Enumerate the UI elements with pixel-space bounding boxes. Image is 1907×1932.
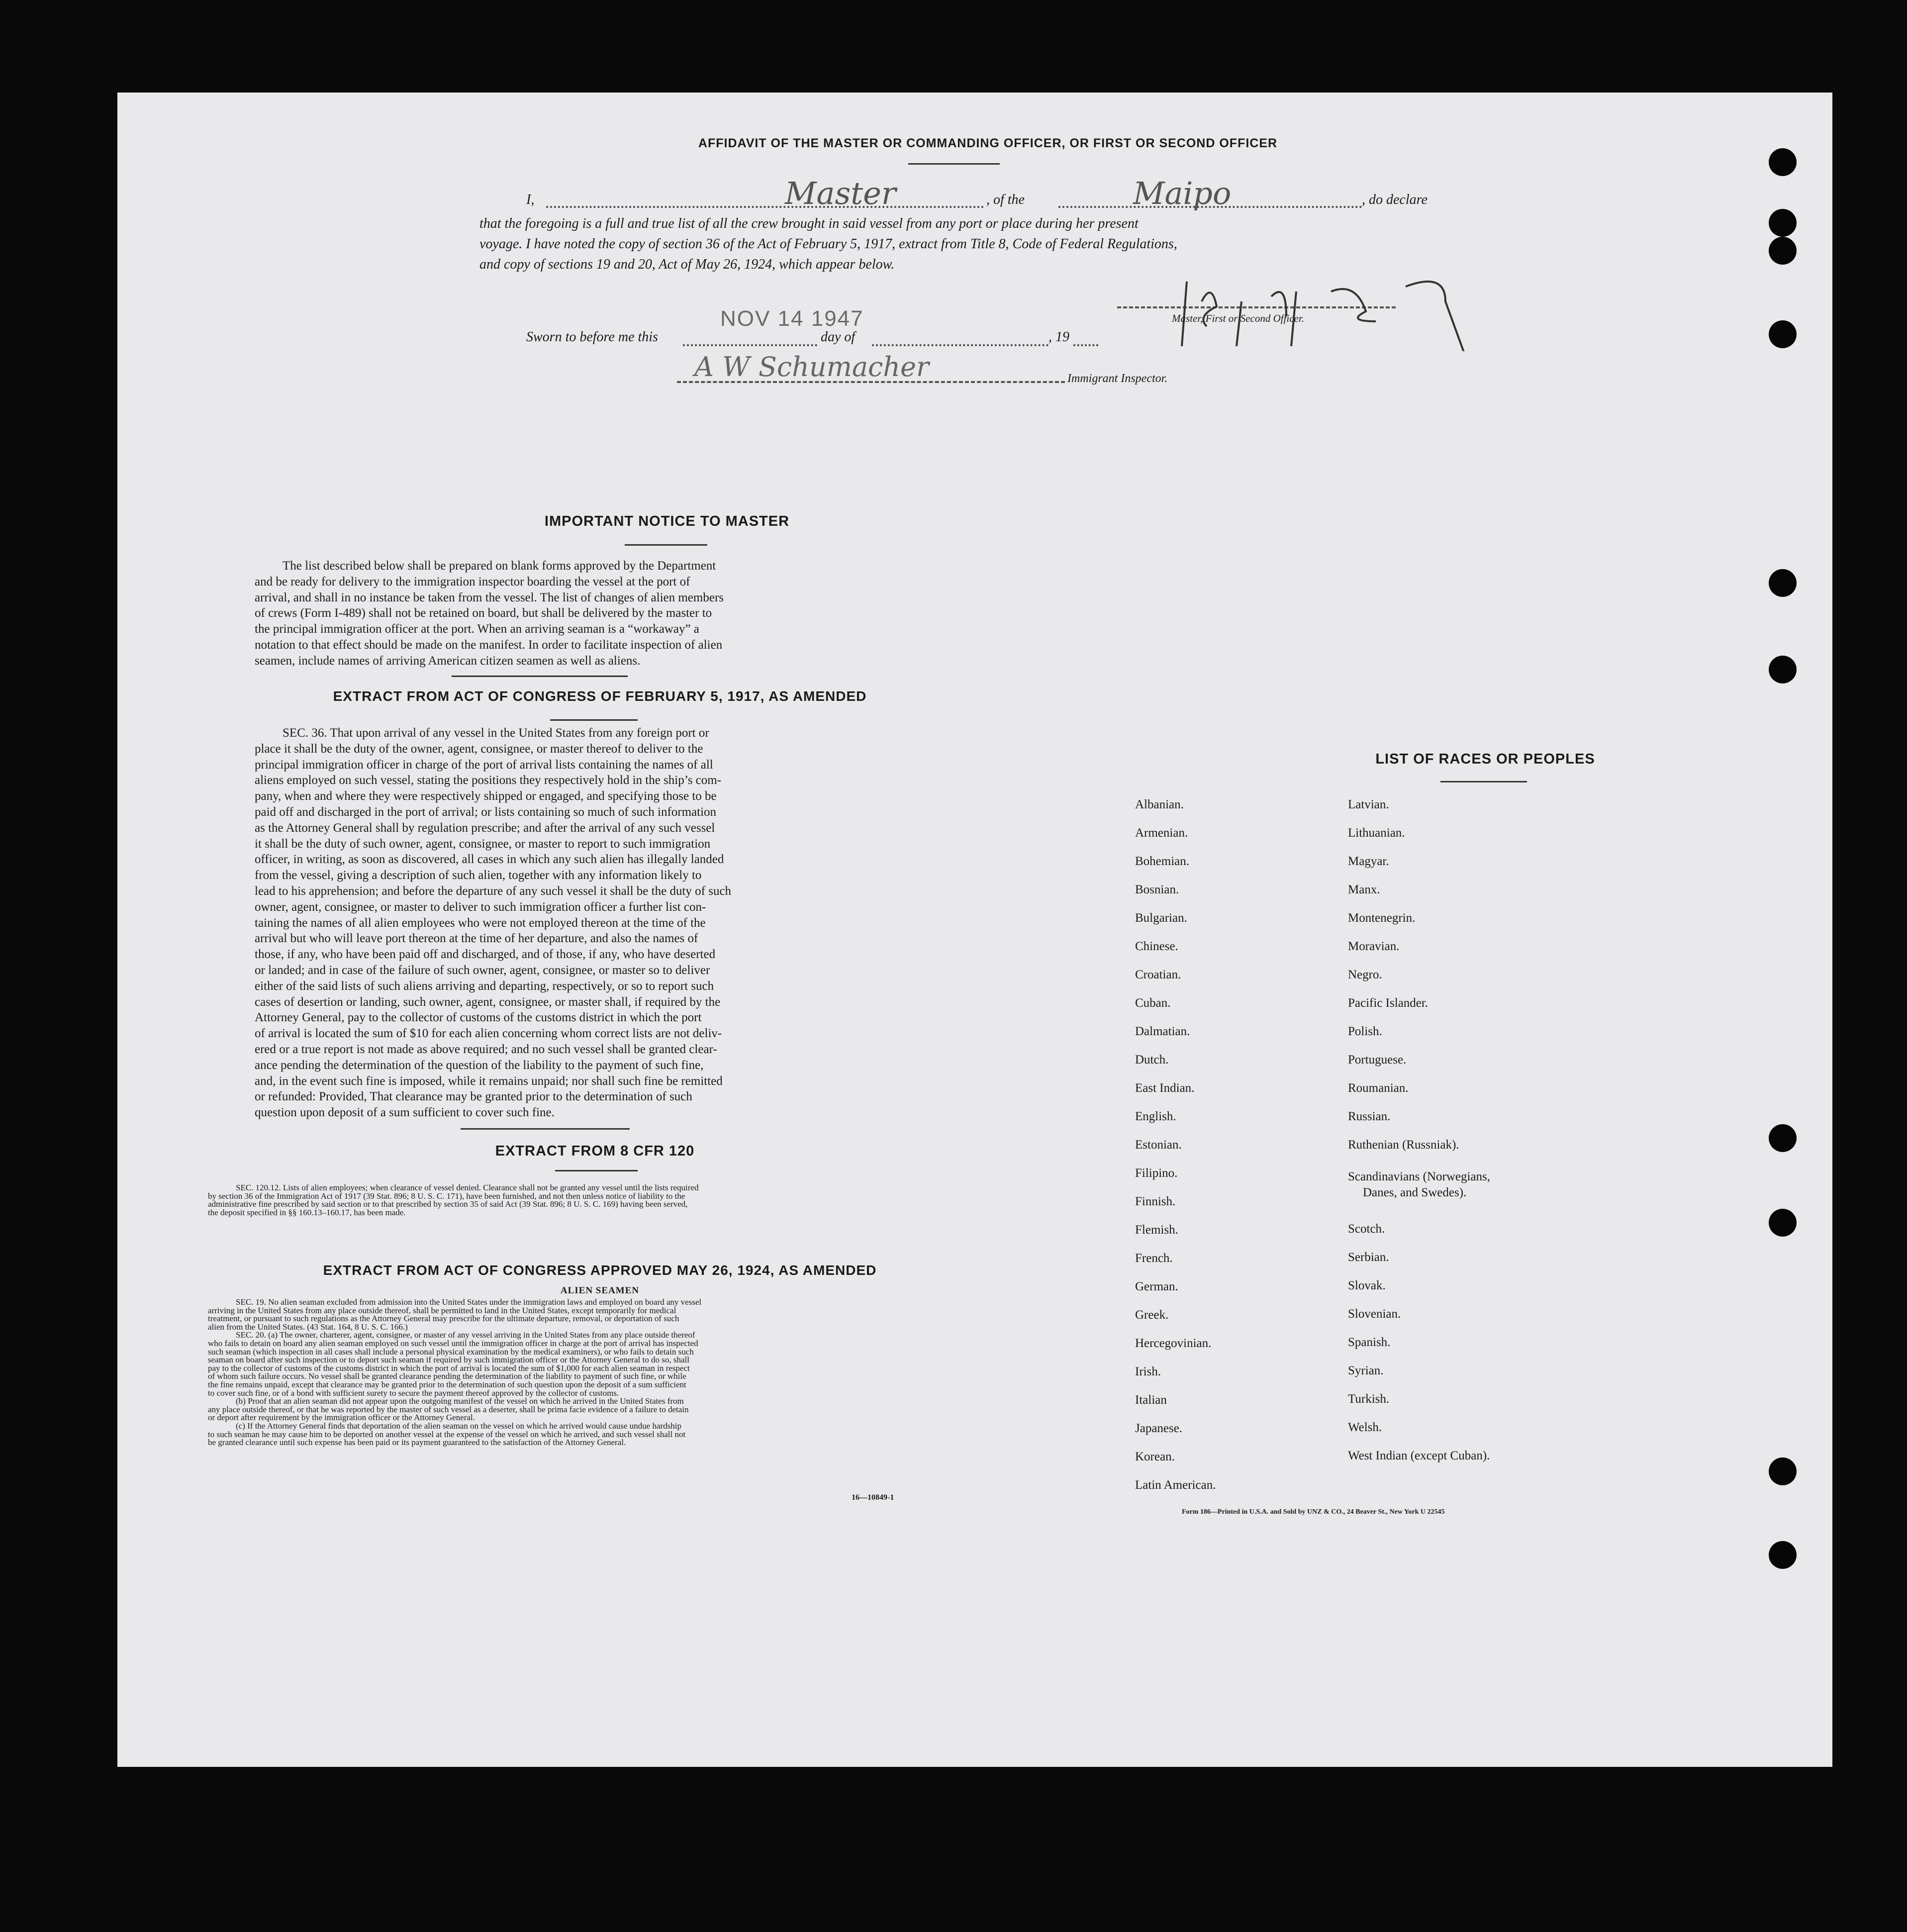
race-item: Irish. xyxy=(1135,1365,1161,1378)
race-item: Negro. xyxy=(1348,968,1382,981)
extract-1917-line: cases of desertion or landing, such owner, agent, consignee, or master shall, if required by the xyxy=(255,995,721,1009)
extract-1924-line: (c) If the Attorney General finds that deportation of the alien seaman on the vessel on which he arrived would cause undue hardship xyxy=(236,1421,681,1431)
race-item: Greek. xyxy=(1135,1308,1169,1322)
inspector-signature: A W Schumacher xyxy=(694,351,929,383)
extract-1917-line: place it shall be the duty of the owner, agent, consignee, or master thereof to deliver to the xyxy=(255,742,703,756)
extract-1924-title: EXTRACT FROM ACT OF CONGRESS APPROVED MAY 26, 1924, AS AMENDED xyxy=(323,1262,877,1278)
race-item: Finnish. xyxy=(1135,1195,1176,1208)
race-item: Bulgarian. xyxy=(1135,911,1187,925)
race-item: Latin American. xyxy=(1135,1478,1216,1492)
extract-1917-line: Attorney General, pay to the collector of customs of the customs district in which the port xyxy=(255,1011,702,1025)
race-item: English. xyxy=(1135,1110,1176,1123)
affidavit-i: I, xyxy=(526,192,535,207)
extract-cfr-line: by section 36 of the Immigration Act of 1917 (39 Stat. 896; 8 U. S. C. 171), have been furnished, and not then unless notice of liability to the xyxy=(208,1191,685,1201)
notice-line: notation to that effect should be made on the manifest. In order to facilitate inspection of alien xyxy=(255,638,723,652)
extract-1917-line: arrival but who will leave port thereon at the time of her departure, and also the names of xyxy=(255,932,698,946)
extract-1917-line: officer, in writing, as soon as discovered, all cases in which any such alien has illegally landed xyxy=(255,853,724,867)
extract-cfr-line: the deposit specified in §§ 160.13–160.17, has been made. xyxy=(208,1207,406,1217)
race-item: Magyar. xyxy=(1348,855,1389,868)
race-item: Filipino. xyxy=(1135,1166,1178,1180)
extract-1917-line: from the vessel, giving a description of such alien, together with any information likely to xyxy=(255,869,702,882)
race-item: Dutch. xyxy=(1135,1053,1169,1066)
binder-hole xyxy=(1769,1209,1797,1237)
extract-1924-line: treatment, or pursuant to such regulations as the Attorney General may prescribe for the ultimate departure, removal, or deportation of such xyxy=(208,1314,679,1324)
year-blank xyxy=(1073,344,1098,346)
race-item: Pacific Islander. xyxy=(1348,996,1429,1010)
extract-1924-body xyxy=(208,1298,1020,1447)
race-item: Russian. xyxy=(1348,1110,1391,1123)
race-item: West Indian (except Cuban). xyxy=(1348,1449,1490,1462)
extract-1924-line: or deport after requirement by the immigration officer or the Attorney General. xyxy=(208,1413,475,1423)
affidavit-line-4: and copy of sections 19 and 20, Act of May 26, 1924, which appear below. xyxy=(479,257,895,272)
race-item: Danes, and Swedes). xyxy=(1363,1186,1467,1199)
extract-1917-line: or landed; and in case of the failure of such owner, agent, consignee, or master so to deliver xyxy=(255,963,710,977)
extract-cfr-line: administrative fine prescribed by said section or to that prescribed by section 35 of said Act (39 Stat. 896; 8 U. S. C. 169) having been served, xyxy=(208,1199,688,1209)
extract-cfr-rule xyxy=(555,1170,638,1171)
extract-1917-line: or refunded: Provided, That clearance may be granted prior to the determination of such xyxy=(255,1090,692,1104)
extract-1924-line: alien from the United States. (43 Stat. 164, 8 U. S. C. 166.) xyxy=(208,1322,408,1332)
extract-cfr-body xyxy=(208,1184,1020,1217)
binder-hole xyxy=(1769,1541,1797,1569)
notice-line: seamen, include names of arriving American citizen seamen as well as aliens. xyxy=(255,654,641,668)
binder-hole xyxy=(1769,656,1797,683)
extract-1924-line: any place outside thereof, or that he was reported by the master of such vessel as a deserter, shall be prima facie evidence of a failure to detain xyxy=(208,1404,689,1414)
race-item: Bohemian. xyxy=(1135,855,1190,868)
binder-hole xyxy=(1769,320,1797,348)
extract-1924-line: the fine remains unpaid, except that clearance may be granted prior to the determination of such question upon the deposit of a sum sufficient xyxy=(208,1379,686,1389)
handwritten-vessel: Maipo xyxy=(1133,175,1232,211)
date-stamp: NOV 14 1947 xyxy=(720,306,864,331)
race-item: Montenegrin. xyxy=(1348,911,1416,925)
printer-imprint: Form 186—Printed in U.S.A. and Sold by UNZ & CO., 24 Beaver St., New York U 22545 xyxy=(1182,1508,1445,1516)
master-signature xyxy=(1167,272,1495,351)
race-item: Bosnian. xyxy=(1135,883,1179,896)
name-blank xyxy=(546,206,984,208)
month-blank xyxy=(872,344,1049,346)
extract-1924-line: to cover such fine, or of a bond with sufficient surety to secure the payment thereof approved by the collector of customs. xyxy=(208,1388,619,1398)
extract-1917-line: it shall be the duty of such owner, agent, consignee, or master to report to such immigration xyxy=(255,837,711,851)
extract-cfr-line: SEC. 120.12. Lists of alien employees; when clearance of vessel denied. Clearance shall not be granted any vessel until the lists required xyxy=(236,1183,699,1192)
races-title: LIST OF RACES OR PEOPLES xyxy=(1375,751,1595,767)
document-page xyxy=(117,93,1832,1767)
binder-hole xyxy=(1769,209,1797,237)
notice-line: and be ready for delivery to the immigration inspector boarding the vessel at the port of xyxy=(255,575,690,588)
extract-1924-line: such seaman (which inspection in all cases shall include a personal physical examination by the medical examiners), or who fails to detain such xyxy=(208,1347,694,1356)
notice-title: IMPORTANT NOTICE TO MASTER xyxy=(544,513,790,529)
race-item: Hercegovinian. xyxy=(1135,1337,1212,1350)
affidavit-line-1 xyxy=(526,175,1571,211)
race-item: Spanish. xyxy=(1348,1336,1391,1349)
extract-1924-line: arriving in the United States from any place outside thereof, shall be permitted to land in the United States, except temporarily for medical xyxy=(208,1305,676,1315)
notice-line: arrival, and shall in no instance be taken from the vessel. The list of changes of alien members xyxy=(255,590,724,604)
extract-1917-line: as the Attorney General shall by regulation prescribe; and after the arrival of any such vessel xyxy=(255,821,715,835)
binder-hole xyxy=(1769,1457,1797,1485)
race-item: Portuguese. xyxy=(1348,1053,1407,1066)
extract-1924-line: of whom such failure occurs. No vessel shall be granted clearance pending the determination of the liability to payment of such fine, or while xyxy=(208,1371,686,1381)
extract-1924-line: to such seaman he may cause him to be deported on another vessel at the expense of the vessel on which he arrived, and such vessel shall not xyxy=(208,1429,686,1439)
race-item: Japanese. xyxy=(1135,1422,1183,1435)
extract-1917-line: those, if any, who have been paid off and discharged, and of those, if any, who have deserted xyxy=(255,948,716,962)
extract-1924-line: seaman on board after such inspection or to deport such seaman if required by such immigration officer or the Attorney General to do so, shall xyxy=(208,1355,689,1365)
notice-end-rule xyxy=(452,676,628,677)
race-item: Manx. xyxy=(1348,883,1380,896)
binder-hole xyxy=(1769,569,1797,597)
race-item: Slovak. xyxy=(1348,1279,1386,1292)
race-item: Polish. xyxy=(1348,1025,1382,1038)
notice-rule xyxy=(625,544,707,546)
extract-1917-rule xyxy=(550,719,638,721)
notice-body xyxy=(255,558,943,669)
affidavit-title: AFFIDAVIT OF THE MASTER OR COMMANDING OFFICER, OR FIRST OR SECOND OFFICER xyxy=(698,136,1278,150)
do-declare-text: , do declare xyxy=(1362,192,1428,207)
race-item: Welsh. xyxy=(1348,1421,1382,1434)
extract-1917-line: lead to his apprehension; and before the departure of any such vessel it shall be the duty of such xyxy=(255,884,732,898)
extract-cfr-title: EXTRACT FROM 8 CFR 120 xyxy=(495,1143,695,1159)
race-item: Estonian. xyxy=(1135,1138,1182,1152)
title-rule xyxy=(908,163,1000,165)
extract-1917-end-rule xyxy=(461,1128,630,1130)
race-item: Serbian. xyxy=(1348,1251,1389,1264)
sworn-line xyxy=(526,306,1173,345)
race-item: Lithuanian. xyxy=(1348,826,1405,840)
binder-hole xyxy=(1769,148,1797,176)
races-rule xyxy=(1440,781,1527,782)
extract-1924-line: SEC. 20. (a) The owner, charterer, agent, consignee, or master of any vessel arriving in the United States from any place outside thereof xyxy=(236,1330,695,1340)
extract-1917-body xyxy=(255,725,943,1121)
extract-1917-line: SEC. 36. That upon arrival of any vessel in the United States from any foreign port or xyxy=(283,726,709,740)
binder-hole xyxy=(1769,237,1797,265)
extract-1917-line: owner, agent, consignee, or master to deliver to such immigration officer a further list con- xyxy=(255,900,706,914)
extract-1924-line: (b) Proof that an alien seaman did not appear upon the outgoing manifest of the vessel on which he arrived in the United States from xyxy=(236,1396,684,1406)
notice-line: of crews (Form I-489) shall not be retained on board, but shall be delivered by the master to xyxy=(255,606,712,620)
extract-1924-line: be granted clearance until such expense has been paid or its payment guaranteed to the satisfaction of the Attorney General. xyxy=(208,1438,626,1448)
race-item: Turkish. xyxy=(1348,1392,1390,1406)
race-item: Syrian. xyxy=(1348,1364,1384,1377)
affidavit-line-2: that the foregoing is a full and true list of all the crew brought in said vessel from any port or place during her present xyxy=(479,216,1139,231)
extract-1917-line: ered or a true report is not made as above required; and no such vessel shall be granted clear- xyxy=(255,1042,717,1056)
form-code: 16—10849-1 xyxy=(852,1493,894,1502)
extract-1917-line: ance pending the determination of the question of the liability to the payment of such fine, xyxy=(255,1058,704,1072)
race-item: French. xyxy=(1135,1252,1173,1265)
handwritten-name: Master xyxy=(785,175,896,211)
race-item: Latvian. xyxy=(1348,798,1389,811)
extract-1917-line: question upon deposit of a sum sufficient to cover such fine. xyxy=(255,1106,555,1120)
race-item: Dalmatian. xyxy=(1135,1025,1190,1038)
race-item: Armenian. xyxy=(1135,826,1188,840)
extract-1917-line: either of the said lists of such aliens arriving and departing, respectively, or so to report such xyxy=(255,979,714,993)
extract-1917-title: EXTRACT FROM ACT OF CONGRESS OF FEBRUARY 5, 1917, AS AMENDED xyxy=(333,688,867,704)
extract-1924-line: pay to the collector of customs of the customs district in which the port of arrival is located the sum of $1,000 for each alien seaman in respect xyxy=(208,1363,690,1373)
race-item: Croatian. xyxy=(1135,968,1181,981)
race-item: Italian xyxy=(1135,1393,1167,1407)
race-item: East Indian. xyxy=(1135,1081,1195,1095)
sworn-text: Sworn to before me this xyxy=(526,329,658,345)
extract-1917-line: and, in the event such fine is imposed, while it remains unpaid; nor shall such fine be remitted xyxy=(255,1074,723,1088)
race-item: Moravian. xyxy=(1348,940,1400,953)
extract-1917-line: of arrival is located the sum of $10 for each alien concerning whom correct lists are not deliv- xyxy=(255,1027,722,1041)
extract-1924-line: who fails to detain on board any alien seaman employed on such vessel until the immigration officer in charge at the port of arrival has inspected xyxy=(208,1338,698,1348)
extract-1917-line: aliens employed on such vessel, stating the positions they respectively hold in the ship’s com- xyxy=(255,773,722,787)
race-item: Ruthenian (Russniak). xyxy=(1348,1138,1459,1152)
day-blank xyxy=(683,344,817,346)
year-prefix: , 19 xyxy=(1049,329,1069,345)
race-item: Roumanian. xyxy=(1348,1081,1409,1095)
notice-line: The list described below shall be prepared on blank forms approved by the Department xyxy=(283,559,716,573)
extract-1924-subtitle: ALIEN SEAMEN xyxy=(560,1285,640,1296)
extract-1917-line: principal immigration officer in charge of the port of arrival lists containing the names of all xyxy=(255,758,713,772)
race-item: Slovenian. xyxy=(1348,1307,1401,1321)
affidavit-line-3: voyage. I have noted the copy of section 36 of the Act of February 5, 1917, extract from Title 8, Code of Federal Regulations, xyxy=(479,236,1177,252)
race-item: Cuban. xyxy=(1135,996,1171,1010)
race-item: Scotch. xyxy=(1348,1222,1385,1236)
inspector-caption: Immigrant Inspector. xyxy=(1067,372,1168,385)
extract-1917-line: pany, when and where they were respectively shipped or engaged, and specifying those to be xyxy=(255,789,717,803)
extract-1917-line: taining the names of all alien employees who were not employed thereon at the time of the xyxy=(255,916,706,930)
notice-line: the principal immigration officer at the port. When an arriving seaman is a “workaway” a xyxy=(255,622,699,636)
race-item: Albanian. xyxy=(1135,798,1184,811)
extract-1917-line: paid off and discharged in the port of arrival; or lists containing so much of such information xyxy=(255,805,717,819)
race-item: Korean. xyxy=(1135,1450,1175,1463)
race-item: Flemish. xyxy=(1135,1223,1178,1237)
race-item: Chinese. xyxy=(1135,940,1178,953)
binder-hole xyxy=(1769,1124,1797,1152)
race-item: German. xyxy=(1135,1280,1178,1293)
race-item: Scandinavians (Norwegians, xyxy=(1348,1170,1491,1183)
of-the-text: , of the xyxy=(986,192,1025,207)
extract-1924-line: SEC. 19. No alien seaman excluded from admission into the United States under the immigration laws and employed on board any vessel xyxy=(236,1297,702,1307)
day-of-text: day of xyxy=(821,329,856,345)
signature-caption: Master, First or Second Officer. xyxy=(1172,312,1304,324)
